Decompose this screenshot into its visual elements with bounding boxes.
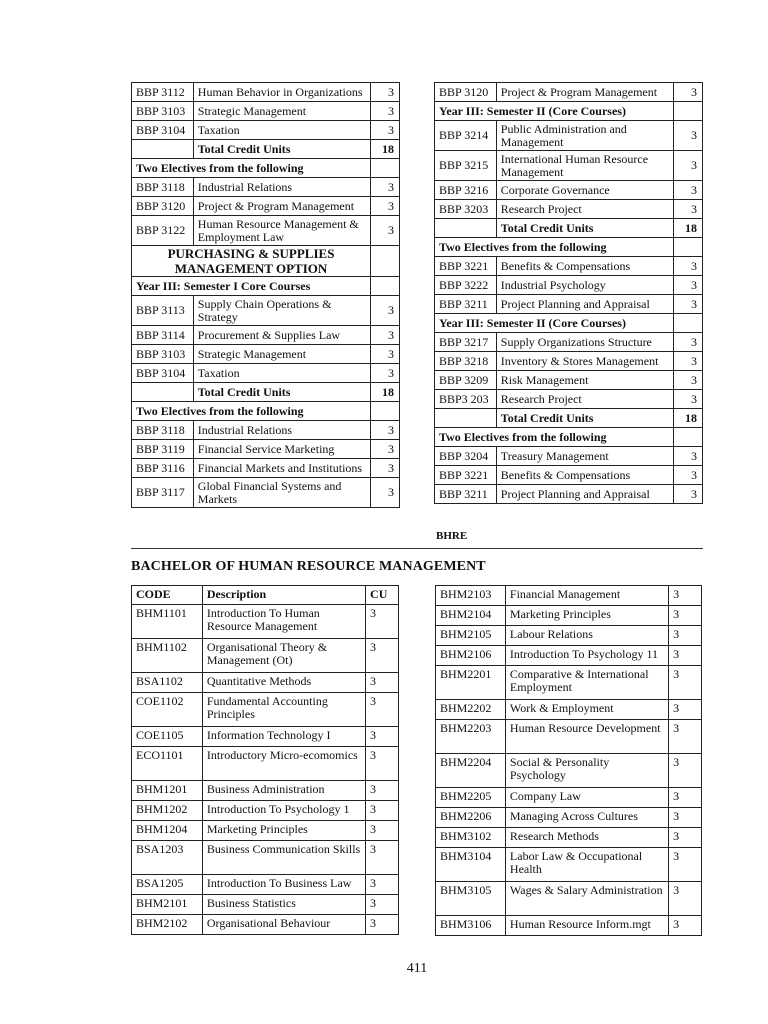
course-code: BBP 3211 — [435, 485, 497, 504]
credit-units: 3 — [674, 295, 703, 314]
credit-units: 3 — [371, 326, 400, 345]
credit-units: 3 — [669, 646, 702, 666]
credit-units: 3 — [674, 485, 703, 504]
total-label: Total Credit Units — [496, 219, 673, 238]
course-title: Human Resource Management & Employment Law — [193, 216, 370, 246]
credit-units: 3 — [371, 459, 400, 478]
course-code: BBP 3215 — [435, 151, 497, 181]
table-row — [132, 639, 399, 673]
credit-units: 3 — [371, 421, 400, 440]
course-title: Risk Management — [496, 371, 673, 390]
top-right-course-table — [434, 82, 703, 504]
course-code: BHM2202 — [436, 700, 506, 720]
total-row — [132, 383, 400, 402]
table-row — [132, 821, 399, 841]
course-title: Industrial Psychology — [496, 276, 673, 295]
credit-units: 3 — [366, 781, 399, 801]
course-code: BHM3104 — [436, 848, 506, 882]
credit-units: 3 — [674, 121, 703, 151]
course-title: Project Planning and Appraisal — [496, 485, 673, 504]
course-title: Comparative & International Employment — [505, 666, 668, 700]
section-heading: Two Electives from the following — [132, 159, 371, 178]
banner-spacer — [371, 246, 400, 277]
course-code: BBP 3118 — [132, 421, 194, 440]
table-row — [436, 808, 702, 828]
course-code: BBP3 203 — [435, 390, 497, 409]
table-row — [132, 673, 399, 693]
course-row — [132, 102, 400, 121]
course-title: Managing Across Cultures — [505, 808, 668, 828]
course-code: BHM1202 — [132, 801, 203, 821]
course-row — [132, 83, 400, 102]
course-code: BHM2206 — [436, 808, 506, 828]
course-title: Introduction To Business Law — [202, 875, 365, 895]
option-banner: PURCHASING & SUPPLIES MANAGEMENT OPTION — [132, 246, 371, 277]
course-code: BBP 3116 — [132, 459, 194, 478]
course-title: Strategic Management — [193, 345, 370, 364]
bhre-note: BHRE — [436, 530, 468, 542]
section-heading-row — [132, 277, 400, 296]
table-row — [132, 781, 399, 801]
heading-spacer — [674, 102, 703, 121]
table-row — [132, 693, 399, 727]
heading-spacer — [674, 238, 703, 257]
total-credit-units: 18 — [371, 383, 400, 402]
course-title: Global Financial Systems and Markets — [193, 478, 370, 508]
heading-spacer — [674, 314, 703, 333]
credit-units: 3 — [669, 788, 702, 808]
bhrm-table-left — [131, 585, 399, 935]
credit-units: 3 — [669, 700, 702, 720]
table-row — [436, 700, 702, 720]
course-row — [132, 364, 400, 383]
course-title: Marketing Principles — [202, 821, 365, 841]
credit-units: 3 — [669, 606, 702, 626]
course-row — [435, 83, 703, 102]
course-title: Strategic Management — [193, 102, 370, 121]
course-title: Introductory Micro-ecomomics — [202, 747, 365, 781]
table-row — [436, 828, 702, 848]
credit-units: 3 — [371, 440, 400, 459]
credit-units: 3 — [366, 693, 399, 727]
course-row — [132, 345, 400, 364]
course-code: BHM2104 — [436, 606, 506, 626]
section-heading: Two Electives from the following — [132, 402, 371, 421]
course-row — [435, 295, 703, 314]
course-code: BBP 3221 — [435, 257, 497, 276]
course-code: BHM1101 — [132, 605, 203, 639]
course-row — [435, 390, 703, 409]
course-row — [132, 478, 400, 508]
course-row — [132, 421, 400, 440]
course-code: BHM2201 — [436, 666, 506, 700]
course-row — [132, 216, 400, 246]
table-row — [436, 586, 702, 606]
course-title: Human Resource Inform.mgt — [505, 916, 668, 936]
course-row — [435, 276, 703, 295]
course-row — [435, 352, 703, 371]
course-row — [132, 197, 400, 216]
course-code: BBP 3222 — [435, 276, 497, 295]
course-code: BBP 3104 — [132, 121, 194, 140]
bhrm-right-body — [436, 586, 702, 936]
section-heading: Two Electives from the following — [435, 238, 674, 257]
course-code: BBP 3218 — [435, 352, 497, 371]
credit-units: 3 — [366, 727, 399, 747]
credit-units: 3 — [674, 390, 703, 409]
credit-units: 3 — [371, 364, 400, 383]
course-title: Marketing Principles — [505, 606, 668, 626]
course-row — [132, 326, 400, 345]
section-heading-row — [435, 428, 703, 447]
course-code: BBP 3204 — [435, 447, 497, 466]
course-code: BBP 3103 — [132, 345, 194, 364]
course-code: BBP 3122 — [132, 216, 194, 246]
credit-units: 3 — [674, 181, 703, 200]
total-label: Total Credit Units — [193, 383, 370, 402]
option-banner-row — [132, 246, 400, 277]
course-row — [435, 485, 703, 504]
course-code: BHM2106 — [436, 646, 506, 666]
credit-units: 3 — [366, 747, 399, 781]
credit-units: 3 — [371, 83, 400, 102]
course-row — [132, 121, 400, 140]
header-cu: CU — [366, 586, 399, 605]
course-code: BSA1102 — [132, 673, 203, 693]
credit-units: 3 — [371, 345, 400, 364]
course-title: Taxation — [193, 364, 370, 383]
credit-units: 3 — [371, 197, 400, 216]
total-spacer — [132, 383, 194, 402]
course-code: BHM2103 — [436, 586, 506, 606]
table-header-row — [132, 586, 399, 605]
course-code: BHM2205 — [436, 788, 506, 808]
course-row — [435, 257, 703, 276]
credit-units: 3 — [366, 801, 399, 821]
course-title: Benefits & Compensations — [496, 466, 673, 485]
header-description: Description — [202, 586, 365, 605]
section-heading: Year III: Semester II (Core Courses) — [435, 314, 674, 333]
course-code: BHM2105 — [436, 626, 506, 646]
credit-units: 3 — [669, 808, 702, 828]
course-row — [435, 200, 703, 219]
course-title: Company Law — [505, 788, 668, 808]
course-title: Human Resource Development — [505, 720, 668, 754]
course-title: Financial Management — [505, 586, 668, 606]
course-title: Business Statistics — [202, 895, 365, 915]
course-title: Research Project — [496, 390, 673, 409]
credit-units: 3 — [371, 296, 400, 326]
credit-units: 3 — [366, 673, 399, 693]
course-code: BBP 3209 — [435, 371, 497, 390]
section-heading-row — [435, 238, 703, 257]
course-code: BHM2203 — [436, 720, 506, 754]
total-spacer — [435, 219, 497, 238]
credit-units: 3 — [366, 821, 399, 841]
course-title: Procurement & Supplies Law — [193, 326, 370, 345]
course-code: BBP 3118 — [132, 178, 194, 197]
course-row — [435, 447, 703, 466]
credit-units: 3 — [674, 83, 703, 102]
course-code: BHM3102 — [436, 828, 506, 848]
course-code: BBP 3214 — [435, 121, 497, 151]
credit-units: 3 — [371, 121, 400, 140]
credit-units: 3 — [669, 586, 702, 606]
course-code: BHM1102 — [132, 639, 203, 673]
course-code: BSA1205 — [132, 875, 203, 895]
table-row — [436, 754, 702, 788]
course-title: Benefits & Compensations — [496, 257, 673, 276]
total-label: Total Credit Units — [193, 140, 370, 159]
course-title: Business Communication Skills — [202, 841, 365, 875]
course-row — [435, 371, 703, 390]
course-row — [435, 121, 703, 151]
heading-spacer — [371, 402, 400, 421]
total-row — [132, 140, 400, 159]
table-row — [132, 915, 399, 935]
table-row — [436, 720, 702, 754]
table-row — [132, 875, 399, 895]
credit-units: 3 — [371, 216, 400, 246]
credit-units: 3 — [669, 828, 702, 848]
course-code: BHM2101 — [132, 895, 203, 915]
page-number: 411 — [406, 961, 428, 976]
table-row — [132, 801, 399, 821]
total-spacer — [435, 409, 497, 428]
credit-units: 3 — [366, 895, 399, 915]
course-title: International Human Resource Management — [496, 151, 673, 181]
course-row — [132, 296, 400, 326]
course-title: Taxation — [193, 121, 370, 140]
course-code: BBP 3120 — [435, 83, 497, 102]
course-title: Labor Law & Occupational Health — [505, 848, 668, 882]
course-code: BHM1201 — [132, 781, 203, 801]
table-row — [132, 841, 399, 875]
credit-units: 3 — [674, 333, 703, 352]
credit-units: 3 — [366, 875, 399, 895]
course-code: BHM2102 — [132, 915, 203, 935]
credit-units: 3 — [669, 882, 702, 916]
course-title: Inventory & Stores Management — [496, 352, 673, 371]
table-row — [436, 646, 702, 666]
course-code: BHM1204 — [132, 821, 203, 841]
course-row — [435, 333, 703, 352]
section-heading: Two Electives from the following — [435, 428, 674, 447]
heading-spacer — [674, 428, 703, 447]
course-title: Introduction To Human Resource Management — [202, 605, 365, 639]
course-code: BBP 3112 — [132, 83, 194, 102]
course-title: Human Behavior in Organizations — [193, 83, 370, 102]
credit-units: 3 — [674, 276, 703, 295]
credit-units: 3 — [674, 371, 703, 390]
course-title: Information Technology I — [202, 727, 365, 747]
section-heading-row — [132, 402, 400, 421]
course-title: Project & Program Management — [496, 83, 673, 102]
credit-units: 3 — [366, 639, 399, 673]
course-title: Organisational Behaviour — [202, 915, 365, 935]
course-title: Financial Service Marketing — [193, 440, 370, 459]
course-title: Project & Program Management — [193, 197, 370, 216]
credit-units: 3 — [674, 466, 703, 485]
table-row — [436, 848, 702, 882]
credit-units: 3 — [674, 257, 703, 276]
credit-units: 3 — [371, 478, 400, 508]
heading-spacer — [371, 277, 400, 296]
course-code: BBP 3113 — [132, 296, 194, 326]
bhrm-left-body — [132, 586, 399, 935]
total-credit-units: 18 — [674, 219, 703, 238]
course-code: BBP 3114 — [132, 326, 194, 345]
header-code: CODE — [132, 586, 203, 605]
course-title: Business Administration — [202, 781, 365, 801]
table-row — [436, 788, 702, 808]
total-row — [435, 219, 703, 238]
credit-units: 3 — [674, 200, 703, 219]
course-code: BBP 3211 — [435, 295, 497, 314]
credit-units: 3 — [669, 754, 702, 788]
course-title: Research Project — [496, 200, 673, 219]
course-code: BBP 3221 — [435, 466, 497, 485]
course-row — [132, 459, 400, 478]
credit-units: 3 — [674, 151, 703, 181]
course-code: BBP 3103 — [132, 102, 194, 121]
course-code: BHM2204 — [436, 754, 506, 788]
course-code: BBP 3217 — [435, 333, 497, 352]
table-row — [132, 727, 399, 747]
section-heading-row — [435, 314, 703, 333]
section-heading: Year III: Semester I Core Courses — [132, 277, 371, 296]
course-title: Industrial Relations — [193, 421, 370, 440]
credit-units: 3 — [674, 447, 703, 466]
course-title: Quantitative Methods — [202, 673, 365, 693]
credit-units: 3 — [366, 605, 399, 639]
table-row — [132, 747, 399, 781]
course-code: ECO1101 — [132, 747, 203, 781]
credit-units: 3 — [371, 178, 400, 197]
table-row — [436, 606, 702, 626]
credit-units: 3 — [366, 915, 399, 935]
top-right-body — [435, 83, 703, 504]
section-heading-row — [435, 102, 703, 121]
table-row — [132, 895, 399, 915]
course-title: Public Administration and Management — [496, 121, 673, 151]
table-row — [436, 666, 702, 700]
course-code: COE1102 — [132, 693, 203, 727]
section-heading-row — [132, 159, 400, 178]
top-left-course-table — [131, 82, 400, 508]
credit-units: 3 — [669, 626, 702, 646]
heading-spacer — [371, 159, 400, 178]
course-code: BBP 3117 — [132, 478, 194, 508]
course-code: BBP 3104 — [132, 364, 194, 383]
credit-units: 3 — [669, 848, 702, 882]
course-title: Corporate Governance — [496, 181, 673, 200]
course-title: Treasury Management — [496, 447, 673, 466]
total-spacer — [132, 140, 194, 159]
table-row — [436, 916, 702, 936]
course-code: BSA1203 — [132, 841, 203, 875]
course-code: BBP 3119 — [132, 440, 194, 459]
total-row — [435, 409, 703, 428]
course-code: BHM3106 — [436, 916, 506, 936]
credit-units: 3 — [669, 720, 702, 754]
course-code: BHM3105 — [436, 882, 506, 916]
course-row — [435, 151, 703, 181]
course-title: Organisational Theory & Management (Ot) — [202, 639, 365, 673]
course-code: COE1105 — [132, 727, 203, 747]
total-credit-units: 18 — [371, 140, 400, 159]
table-row — [132, 605, 399, 639]
credit-units: 3 — [669, 916, 702, 936]
course-title: Research Methods — [505, 828, 668, 848]
course-title: Work & Employment — [505, 700, 668, 720]
course-title: Introduction To Psychology 1 — [202, 801, 365, 821]
course-title: Project Planning and Appraisal — [496, 295, 673, 314]
course-code: BBP 3216 — [435, 181, 497, 200]
section-heading: Year III: Semester II (Core Courses) — [435, 102, 674, 121]
course-code: BBP 3203 — [435, 200, 497, 219]
course-title: Labour Relations — [505, 626, 668, 646]
table-row — [436, 882, 702, 916]
course-title: Wages & Salary Administration — [505, 882, 668, 916]
credit-units: 3 — [371, 102, 400, 121]
course-title: Supply Organizations Structure — [496, 333, 673, 352]
credit-units: 3 — [674, 352, 703, 371]
course-title: Introduction To Psychology 11 — [505, 646, 668, 666]
course-row — [435, 181, 703, 200]
course-row — [132, 440, 400, 459]
course-title: Industrial Relations — [193, 178, 370, 197]
table-row — [436, 626, 702, 646]
section-title: BACHELOR OF HUMAN RESOURCE MANAGEMENT — [131, 559, 486, 574]
course-row — [132, 178, 400, 197]
course-code: BBP 3120 — [132, 197, 194, 216]
section-divider — [131, 548, 703, 549]
credit-units: 3 — [366, 841, 399, 875]
course-title: Financial Markets and Institutions — [193, 459, 370, 478]
course-title: Supply Chain Operations & Strategy — [193, 296, 370, 326]
total-credit-units: 18 — [674, 409, 703, 428]
top-left-body — [132, 83, 400, 508]
course-row — [435, 466, 703, 485]
course-title: Social & Personality Psychology — [505, 754, 668, 788]
course-title: Fundamental Accounting Principles — [202, 693, 365, 727]
total-label: Total Credit Units — [496, 409, 673, 428]
bhrm-table-right — [435, 585, 702, 936]
credit-units: 3 — [669, 666, 702, 700]
